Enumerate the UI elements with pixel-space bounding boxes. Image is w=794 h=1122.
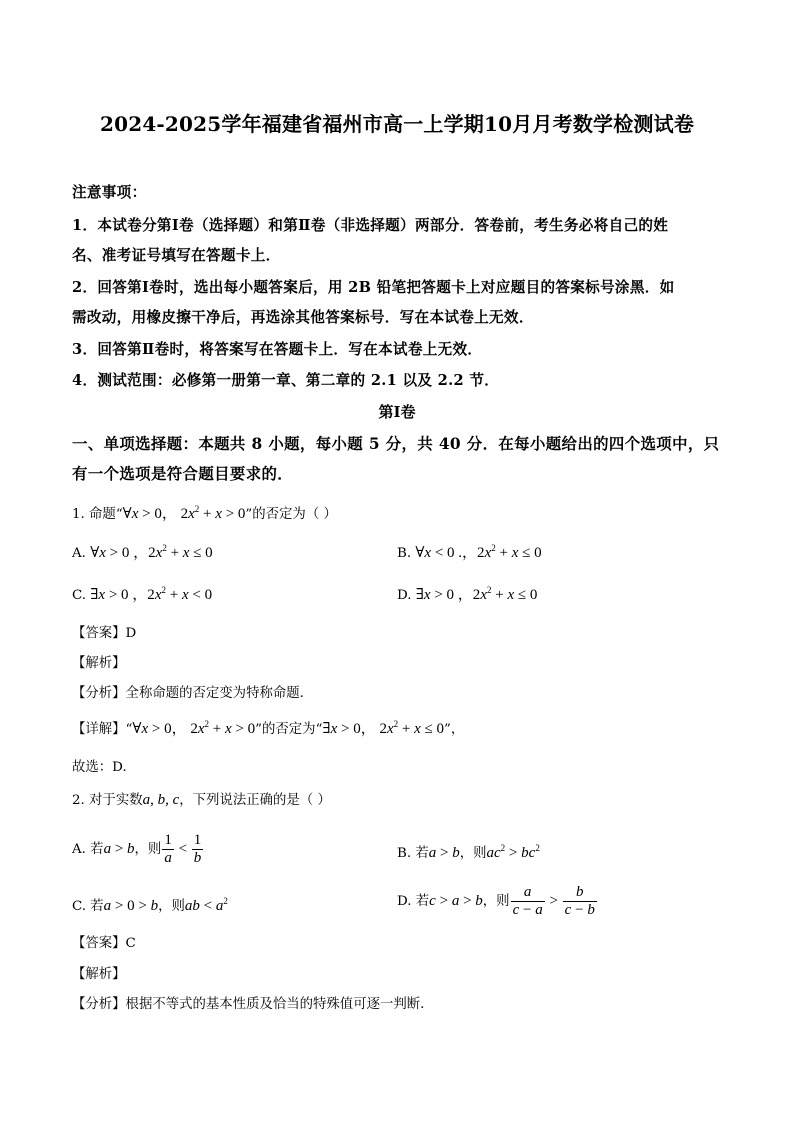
q1-option-d-label: D. bbox=[397, 588, 416, 603]
q2-option-a bbox=[72, 832, 204, 867]
note-line-6: 4．测试范围：必修第一册第一章、第二章的 2.1 以及 2.2 节． bbox=[72, 372, 500, 389]
q1-option-c bbox=[72, 583, 212, 604]
q1-detail-suffix: ”， bbox=[444, 722, 465, 737]
note-line-1: 1．本试卷分第Ⅰ卷（选择题）和第Ⅱ卷（非选择题）两部分．答卷前，考生务必将自己的姓 bbox=[72, 217, 669, 234]
q2-option-c-then: ，则 bbox=[158, 899, 185, 914]
q2-stem-prefix: 2. 对于实数 bbox=[72, 793, 143, 808]
q2-option-b-formula: $ac^2 > bc^2$ bbox=[486, 843, 540, 861]
q1-fenxi: 【分析】全称命题的否定变为特称命题. bbox=[72, 686, 304, 701]
note-line-5: 3．回答第Ⅱ卷时，将答案写在答题卡上．写在本试卷上无效． bbox=[72, 341, 483, 358]
note-line-4: 需改动，用橡皮擦干净后，再选涂其他答案标号．写在本试卷上无效． bbox=[72, 309, 534, 326]
part-one-line-2: 有一个选项是符合题目要求的． bbox=[72, 465, 294, 483]
q1-stem-suffix: ”的否定为（ ） bbox=[245, 507, 337, 522]
section-title: 第Ⅰ卷 bbox=[378, 403, 416, 421]
q1-option-a-label: A. bbox=[72, 546, 91, 561]
notes-heading: 注意事项： bbox=[72, 184, 147, 201]
q1-option-d-formula: ∃x > 0 ，$2x^2 + x \le 0$ bbox=[415, 585, 538, 603]
q2-option-d-label: D. 若 bbox=[397, 893, 430, 909]
q2-option-d-then: ，则 bbox=[482, 893, 510, 909]
q2-analysis: 【解析】 bbox=[72, 967, 126, 982]
q2-option-c bbox=[72, 895, 228, 915]
q2-option-b bbox=[397, 842, 540, 862]
q2-option-a-formula: $\frac{1}{a}$ < $\frac{1}{b}$ bbox=[164, 832, 202, 866]
q2-option-d bbox=[397, 884, 598, 919]
q2-stem-suffix: ，下列说法正确的是（ ） bbox=[179, 793, 331, 808]
q1-option-c-formula: ∃x > 0 ，$2x^2 + x < 0$ bbox=[90, 585, 213, 603]
document-title: 2024-2025学年福建省福州市高一上学期10月月考数学检测试卷 bbox=[99, 112, 695, 136]
note-line-3: 2．回答第Ⅰ卷时，选出每小题答案后，用 2B 铅笔把答题卡上对应题目的答案标号涂黑．如 bbox=[72, 279, 675, 296]
q2-option-a-then: ，则 bbox=[134, 841, 162, 857]
part-one-line-1: 一、单项选择题：本题共 8 小题，每小题 5 分，共 40 分．在每小题给出的四个选项中，只 bbox=[72, 435, 720, 453]
q1-conclusion: 故选：D. bbox=[72, 760, 127, 775]
q1-detail-prefix: 【详解】“ bbox=[72, 722, 133, 737]
q2-option-b-label: B. 若 bbox=[397, 846, 429, 861]
q1-stem-prefix: 1. 命题“ bbox=[72, 507, 123, 522]
q1-option-a bbox=[72, 541, 213, 562]
q2-stem bbox=[72, 789, 331, 809]
q1-option-c-label: C. bbox=[72, 588, 91, 603]
q2-option-a-label: A. 若 bbox=[72, 841, 104, 857]
q1-analysis: 【解析】 bbox=[72, 656, 126, 671]
q1-detail bbox=[72, 717, 464, 738]
q1-answer: 【答案】D bbox=[72, 626, 137, 641]
q2-option-b-condition: a > b bbox=[428, 845, 460, 861]
q2-answer: 【答案】C bbox=[72, 936, 136, 951]
q2-option-c-formula: ab < $a^2$ bbox=[184, 896, 228, 914]
q1-option-b-label: B. bbox=[397, 546, 416, 561]
q1-option-d bbox=[397, 583, 537, 604]
q2-option-a-condition: a > b bbox=[103, 840, 135, 857]
q1-detail-formula-2: ∃x > 0， $2x^2 + x \le 0$ bbox=[322, 719, 444, 737]
q1-detail-middle: ”的否定为“ bbox=[255, 722, 323, 737]
q2-option-d-condition: c > a > b bbox=[429, 892, 483, 909]
q2-option-c-label: C. 若 bbox=[72, 899, 104, 914]
q2-fenxi: 【分析】根据不等式的基本性质及恰当的特殊值可逐一判断. bbox=[72, 997, 425, 1012]
q1-option-b-formula: ∀x < 0 .，$2x^2 + x \le 0$ bbox=[415, 543, 542, 561]
q1-stem-formula: ∀x > 0， $2x^2 + x > 0$ bbox=[122, 504, 246, 522]
q1-option-b bbox=[397, 541, 542, 562]
q1-detail-formula-1: ∀x > 0， $2x^2 + x > 0$ bbox=[132, 719, 256, 737]
q2-option-b-then: ，则 bbox=[459, 846, 487, 861]
q2-stem-formula: a, b, c bbox=[142, 792, 180, 808]
q2-option-d-formula: $\frac{a}{c - a}$ > $\frac{b}{c - b}$ bbox=[512, 884, 595, 918]
q1-stem bbox=[72, 502, 337, 523]
q2-option-c-condition: a > 0 > b bbox=[103, 898, 159, 914]
note-line-2: 名、准考证号填写在答题卡上． bbox=[72, 247, 281, 264]
q1-option-a-formula: ∀x > 0 ，$2x^2 + x \le 0$ bbox=[90, 543, 213, 561]
